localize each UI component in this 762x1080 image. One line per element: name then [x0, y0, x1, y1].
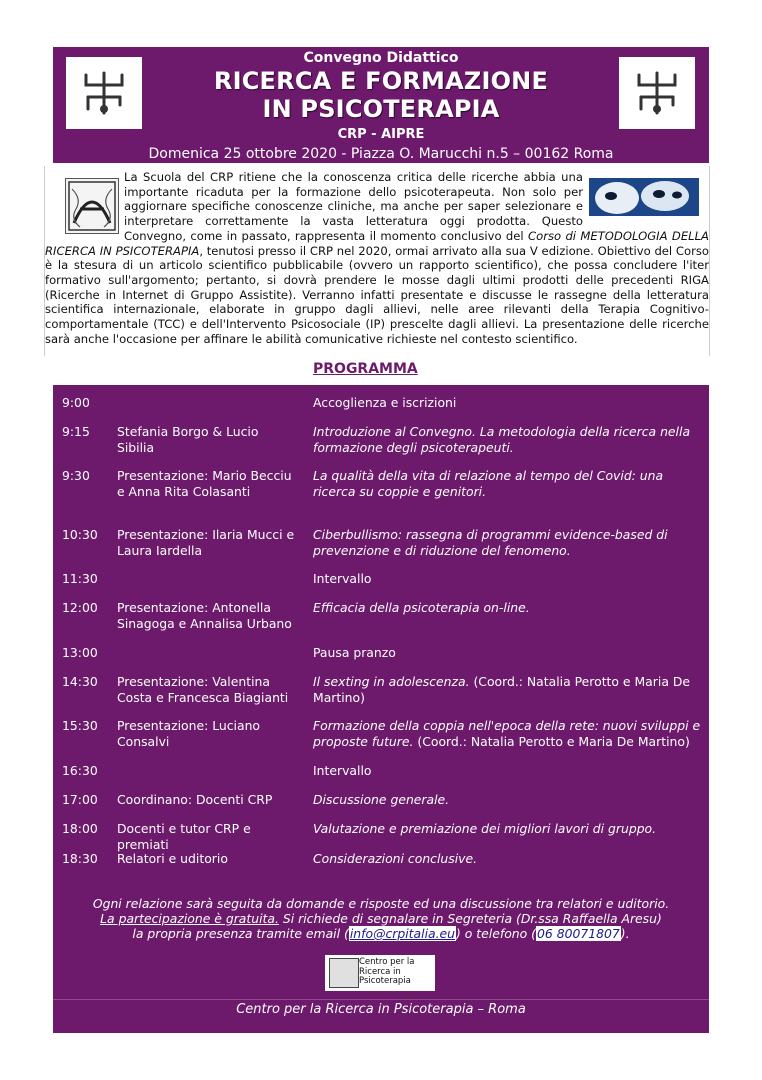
contact-text-c: ). [620, 926, 630, 941]
free-participation: La partecipazione è gratuita. [100, 911, 279, 926]
row-topic [313, 718, 703, 749]
topic-title: Formazione della coppia nell'epoca della rete: nuovi sviluppi e proposte future. [313, 718, 701, 749]
program-header [53, 357, 709, 385]
row-time: 18:30 [62, 851, 98, 866]
row-topic [313, 674, 703, 705]
row-topic: Considerazioni conclusive. [313, 851, 478, 866]
footer-note-2 [53, 911, 709, 926]
row-speaker: Presentazione: Mario Becciu e Anna Rita Colasanti [117, 468, 292, 499]
row-speaker: Presentazione: Ilaria Mucci e Laura Iardella [117, 527, 295, 558]
intro-text-part2: , tenutosi presso il CRP nel 2020, ormai arrivato alla sua V edizione. Obiettivo del Corso è la stesura di un articolo scientifico pubblicabile (ovvero un rapporto scientifico), che possa concludere l'iter formativo sull'argomento; pertanto, si dovrà prendere le mosse dagli ultimi prodotti delle precedenti RIGA (Ricerche in Internet di Gruppo Assistite). Verranno infatti presentate e discusse le rassegne della letteratura scientifica internazionale, elaborate in gruppo dagli allievi, nelle aree rilevanti della Terapia Cognitivo-comportamentale (TCC) e dell'Intervento Psicosociale (IP) prescelte dagli allievi. La presentazione delle ricerche sarà anche l'occasione per affinare le abilità comunicative richieste nel contesto scientifico. [45, 243, 709, 346]
bottom-credit: Centro per la Ricerca in Psicoterapia – Roma [236, 1002, 526, 1017]
row-time: 12:00 [62, 600, 98, 615]
email-link[interactable]: info@crpitalia.eu [349, 926, 456, 941]
event-pretitle: Convegno Didattico [303, 50, 459, 66]
phone-link[interactable]: 06 80071807 [537, 926, 620, 941]
program-table [53, 385, 709, 1033]
row-topic: Accoglienza e iscrizioni [313, 395, 457, 410]
decorative-initial-icon [65, 178, 119, 234]
header-banner [53, 47, 709, 163]
row-topic: Introduzione al Convegno. La metodologia della ricerca nella formazione degli psicoterapeuti. [313, 424, 691, 455]
contact-text-b: ) o telefono ( [456, 926, 537, 941]
row-time: 17:00 [62, 792, 98, 807]
crp-logo-text [359, 958, 415, 987]
intro-paragraph [45, 170, 709, 346]
course-name: Corso di METODOLOGIA DELLA RICERCA IN PSICOTERAPIA [45, 228, 709, 258]
row-time: 14:30 [62, 674, 98, 689]
row-topic: La qualità della vita di relazione al tempo del Covid: una ricerca su coppie e genitori. [313, 468, 664, 499]
row-time: 11:30 [62, 571, 98, 586]
row-speaker: Presentazione: Antonella Sinagoga e Annalisa Urbano [117, 600, 292, 631]
logo-line-1: Centro per la [359, 957, 415, 967]
event-date-place: Domenica 25 ottobre 2020 - Piazza O. Marucchi n.5 – 00162 Roma [148, 146, 614, 162]
row-time: 9:00 [62, 395, 90, 410]
row-time: 10:30 [62, 527, 98, 542]
row-topic: Valutazione e premiazione dei migliori lavori di gruppo. [313, 821, 657, 836]
divider [53, 999, 709, 1000]
row-speaker: Relatori e uditorio [117, 851, 228, 866]
row-topic: Efficacia della psicoterapia on-line. [313, 600, 530, 615]
footer-note-2-text: Si richiede di segnalare in Segreteria (Dr.ssa Raffaella Aresu) [278, 911, 662, 926]
row-speaker: Presentazione: Luciano Consalvi [117, 718, 261, 749]
event-subtitle: CRP - AIPRE [337, 127, 425, 142]
title-line-1: RICERCA E FORMAZIONE [213, 67, 549, 95]
faces-photo [589, 178, 699, 216]
crp-logo-icon [329, 958, 359, 988]
row-speaker: Docenti e tutor CRP e premiati [117, 821, 251, 852]
row-speaker: Coordinano: Docenti CRP [117, 792, 273, 807]
contact-text-a: la propria presenza tramite email ( [132, 926, 349, 941]
row-time: 9:30 [62, 468, 90, 483]
program-title: PROGRAMMA [313, 361, 418, 377]
row-speaker: Presentazione: Valentina Costa e Francesca Biagianti [117, 674, 289, 705]
crp-logo [325, 955, 435, 991]
row-topic: Discussione generale. [313, 792, 450, 807]
row-topic: Pausa pranzo [313, 645, 396, 660]
topic-title: Il sexting in adolescenza. [313, 674, 470, 689]
intro-section [44, 166, 710, 354]
footer-note-3 [53, 926, 709, 941]
title-line-2: IN PSICOTERAPIA [262, 95, 500, 123]
intro-text-part1: La Scuola del CRP ritiene che la conoscenza critica delle ricerche abbia una importante ricaduta per la formazione dello psicoterapeuta. Non solo per aggiornare specifiche conoscenze cliniche, ma anche per saper selezionare e interpretare correttamente la vasta letteratura oggi prodotta. Questo Convegno, come in passato, rappresenta il momento conclusivo del [124, 170, 583, 243]
row-time: 18:00 [62, 821, 98, 836]
row-time: 9:15 [62, 424, 90, 439]
footer-note-1: Ogni relazione sarà seguita da domande e risposte ed una discussione tra relatori e uditorio. [92, 896, 670, 911]
row-time: 13:00 [62, 645, 98, 660]
row-time: 16:30 [62, 763, 98, 778]
topic-note: (Coord.: Natalia Perotto e Maria De Martino) [313, 674, 691, 705]
topic-note: (Coord.: Natalia Perotto e Maria De Martino) [413, 733, 690, 749]
row-time: 15:30 [62, 718, 98, 733]
logo-line-3: Psicoterapia [359, 976, 411, 986]
row-topic: Intervallo [313, 763, 372, 778]
row-speaker: Stefania Borgo & Lucio Sibilia [117, 424, 259, 455]
row-topic: Intervallo [313, 571, 372, 586]
event-title [53, 67, 709, 123]
logo-line-2: Ricerca in [359, 966, 401, 977]
row-topic: Ciberbullismo: rassegna di programmi evidence-based di prevenzione e di riduzione del fenomeno. [313, 527, 668, 558]
